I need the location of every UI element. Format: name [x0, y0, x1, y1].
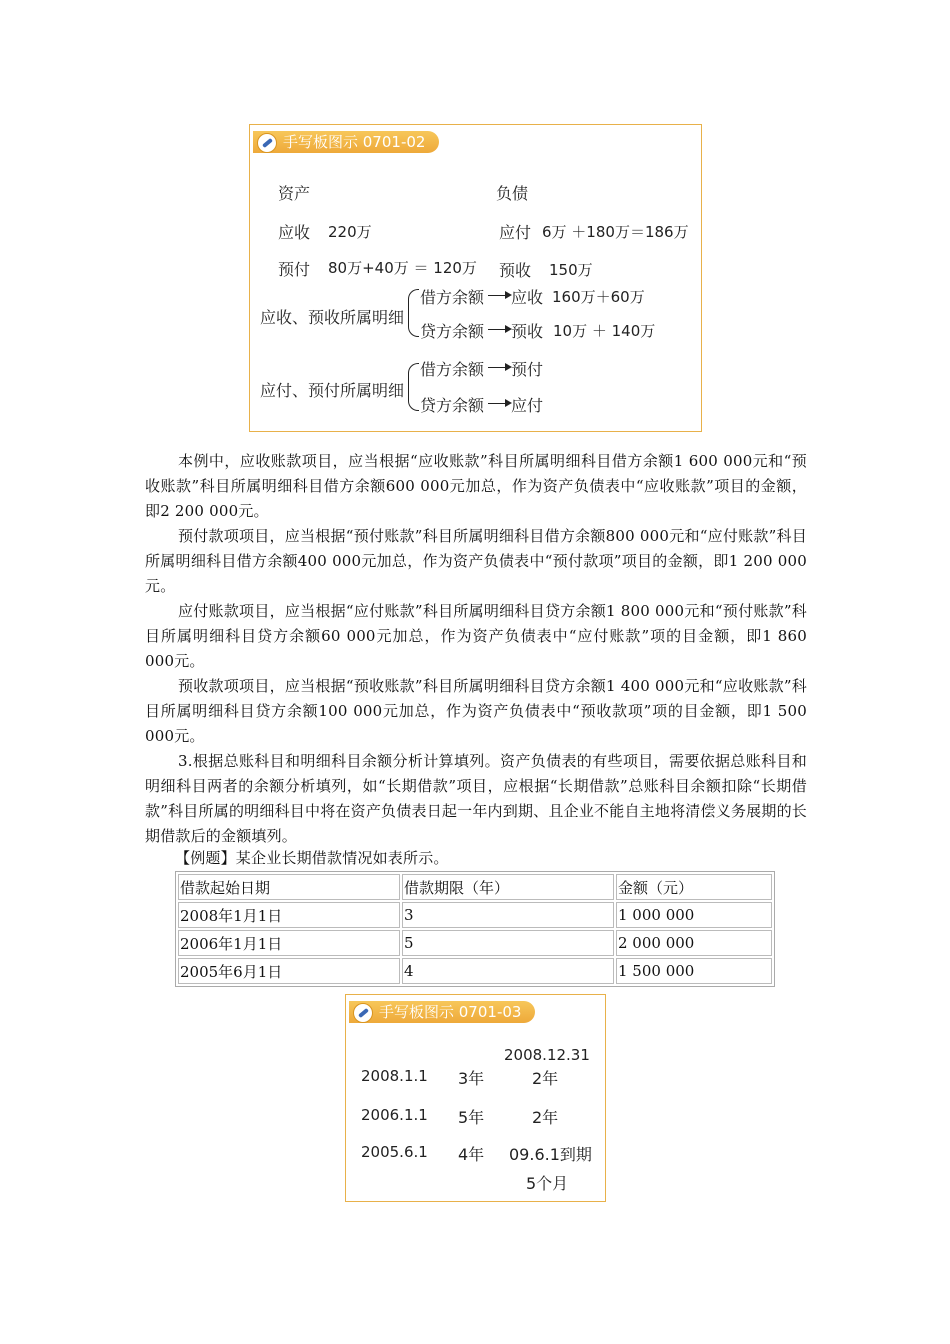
table-row — [178, 902, 772, 928]
maturity-note: 09.6.1到期 — [509, 1145, 592, 1164]
paragraph-payables: 应付账款项目，应当根据“应付账款”科目所属明细科目贷方余额1 800 000元和“预付账款”科目所属明细科目贷方余额60 000元加总，作为资产负债表中“应付账款”项的目金额，即1 860 000元。 — [145, 602, 807, 670]
paragraph-prepayments: 预付款项项目，应当根据“预付账款”科目所属明细科目借方余额800 000元和“应付账款”科目所属明细科目借方余额400 000元加总，作为资产负债表中“预付款项”项目的金额，即1 200 000元。 — [145, 527, 807, 595]
prepay-label: 预付 — [278, 260, 311, 279]
g2-debit-label: 借方余额 — [420, 360, 485, 379]
g2-debit-target: 预付 — [511, 360, 544, 379]
figure-tab-label: 手写板图示 0701-03 — [379, 1003, 522, 1021]
table-cell: 5 — [402, 930, 614, 956]
table-cell: 2 000 000 — [616, 930, 772, 956]
pen-icon — [353, 1003, 373, 1023]
arrow-icon — [488, 295, 510, 296]
loan-start-date: 2005.6.1 — [361, 1143, 428, 1161]
paragraph-method-3: 3.根据总账科目和明细科目余额分析计算填列。资产负债表的有些项目，需要依据总账科目和明细科目两者的余额分析填列，如“长期借款”项目，应根据“长期借款”总账科目余额扣除“长期借款”科目所属的明细科目中将在资产负债表日起一年内到期、且企业不能自主地将清偿义务展期的长期借款后的金额填列。 — [145, 752, 807, 845]
table-cell: 2006年1月1日 — [178, 930, 400, 956]
paragraph-advance-receipts: 预收款项项目，应当根据“预收账款”科目所属明细科目贷方余额1 400 000元和“应收账款”科目所属明细科目贷方余额100 000元加总，作为资产负债表中“预收款项”项的目金额，即1 500 000元。 — [145, 677, 807, 745]
prereceive-value: 150万 — [549, 261, 593, 279]
g1-debit-label: 借方余额 — [420, 288, 485, 307]
assets-heading: 资产 — [278, 184, 311, 203]
example-heading: 【例题】某企业长期借款情况如表所示。 — [175, 849, 449, 867]
remaining-term: 2年 — [532, 1069, 559, 1088]
group1-brace — [408, 289, 419, 337]
prepay-value: 80万+40万 ＝ 120万 — [328, 259, 477, 277]
paragraph-receivables: 本例中，应收账款项目，应当根据“应收账款”科目所属明细科目借方余额1 600 000元和“预收账款”科目所属明细科目借方余额600 000元加总，作为资产负债表中“应收账款”项目的金额，即2 200 000元。 — [145, 452, 807, 520]
header-cell: 借款期限（年） — [402, 874, 614, 900]
loan-start-date: 2008.1.1 — [361, 1067, 428, 1085]
table-cell: 4 — [402, 958, 614, 984]
table-cell: 1 000 000 — [616, 902, 772, 928]
table-header-row — [178, 874, 772, 900]
table-cell: 2005年6月1日 — [178, 958, 400, 984]
remaining-term: 2年 — [532, 1108, 559, 1127]
table-cell: 1 500 000 — [616, 958, 772, 984]
loan-term: 5年 — [458, 1108, 485, 1127]
receivable-value: 220万 — [328, 223, 372, 241]
arrow-icon — [488, 403, 510, 404]
pen-icon — [257, 133, 277, 153]
arrow-icon — [488, 367, 510, 368]
prereceive-label: 预收 — [499, 261, 532, 280]
table-row — [178, 958, 772, 984]
months-note: 5个月 — [526, 1174, 569, 1193]
g1-credit-label: 贷方余额 — [420, 322, 485, 341]
table-cell: 3 — [402, 902, 614, 928]
g2-credit-target: 应付 — [511, 396, 544, 415]
figure-tab — [253, 131, 439, 153]
arrow-icon — [488, 329, 510, 330]
figure-tab-label: 手写板图示 0701-02 — [283, 133, 426, 151]
payable-label: 应付 — [499, 223, 532, 242]
group2-label: 应付、预付所属明细 — [260, 381, 405, 400]
table-cell: 2008年1月1日 — [178, 902, 400, 928]
g1-credit-value: 10万 ＋ 140万 — [553, 322, 656, 340]
group1-label: 应收、预收所属明细 — [260, 308, 405, 327]
group2-brace — [408, 363, 419, 411]
balance-date: 2008.12.31 — [504, 1046, 590, 1064]
header-cell: 借款起始日期 — [178, 874, 400, 900]
g2-credit-label: 贷方余额 — [420, 396, 485, 415]
liabilities-heading: 负债 — [496, 184, 529, 203]
loan-start-date: 2006.1.1 — [361, 1106, 428, 1124]
loan-term: 4年 — [458, 1145, 485, 1164]
handwriting-figure-0701-03 — [345, 994, 606, 1202]
payable-value: 6万 ＋180万＝186万 — [542, 223, 689, 241]
handwriting-figure-0701-02 — [249, 124, 702, 432]
receivable-label: 应收 — [278, 223, 311, 242]
figure-tab — [349, 1001, 535, 1023]
header-cell: 金额（元） — [616, 874, 772, 900]
loan-table — [175, 871, 775, 987]
table-row — [178, 930, 772, 956]
loan-term: 3年 — [458, 1069, 485, 1088]
g1-credit-target: 预收 — [511, 322, 544, 341]
g1-debit-value: 160万＋60万 — [552, 288, 645, 306]
g1-debit-target: 应收 — [511, 288, 544, 307]
